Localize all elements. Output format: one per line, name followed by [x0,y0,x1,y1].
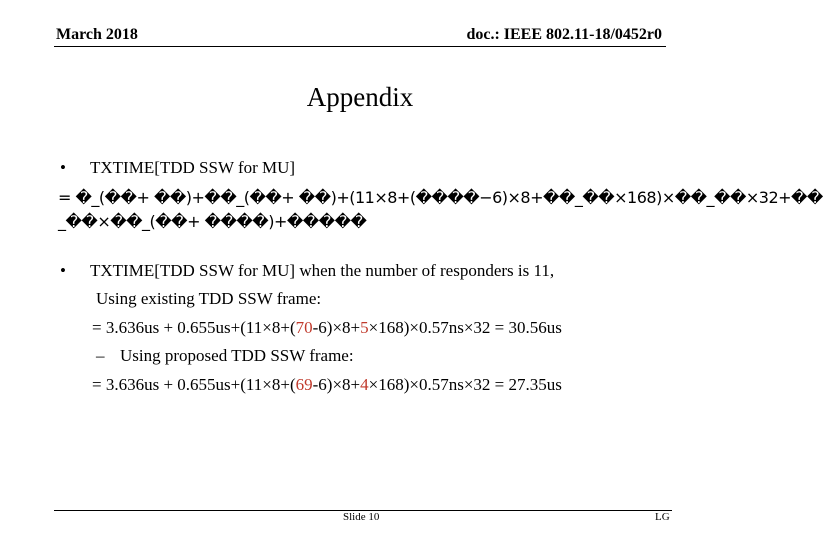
proposed-eq-value-b: 4 [360,375,369,394]
existing-eq-value-b: 5 [360,318,369,337]
existing-eq-value-a: 70 [295,318,313,337]
header-doc-id: doc.: IEEE 802.11-18/0452r0 [466,26,662,43]
existing-eq-prefix: = 3.636us + 0.655us+(11×8+( [92,318,296,337]
footer-slide-number: Slide 10 [343,511,380,523]
proposed-dash: – [96,346,105,365]
proposed-eq-suffix: ×168)×0.57ns×32 = 27.35us [368,375,562,394]
proposed-eq-prefix: = 3.636us + 0.655us+(11×8+( [92,375,296,394]
header-date: March 2018 [56,26,138,43]
proposed-frame-equation [92,375,562,395]
existing-eq-suffix: ×168)×0.57ns×32 = 30.56us [368,318,562,337]
bullet-2-symbol: • [60,261,66,280]
proposed-eq-mid: -6)×8+ [312,375,361,394]
existing-frame-equation [92,318,562,338]
formula-line-2: _��×��_(��+ ����)+����� [58,212,367,231]
bullet-2-text: TXTIME[TDD SSW for MU] when the number of responders is 11, [90,261,555,280]
page-title: Appendix [306,82,414,112]
proposed-frame-label: Using proposed TDD SSW frame: [120,346,354,365]
bullet-1-text: TXTIME[TDD SSW for MU] [90,158,296,177]
existing-frame-label: Using existing TDD SSW frame: [96,289,322,308]
header-rule [54,46,666,47]
footer-org: LG [655,511,670,523]
formula-line-1: = �_(��+ ��)+��_(��+ ��)+(11×8+(����−6)×8+��_��×168)×��_��×32+�� [58,188,823,207]
existing-eq-mid: -6)×8+ [312,318,361,337]
proposed-eq-value-a: 69 [295,375,313,394]
bullet-1-symbol: • [60,158,66,177]
